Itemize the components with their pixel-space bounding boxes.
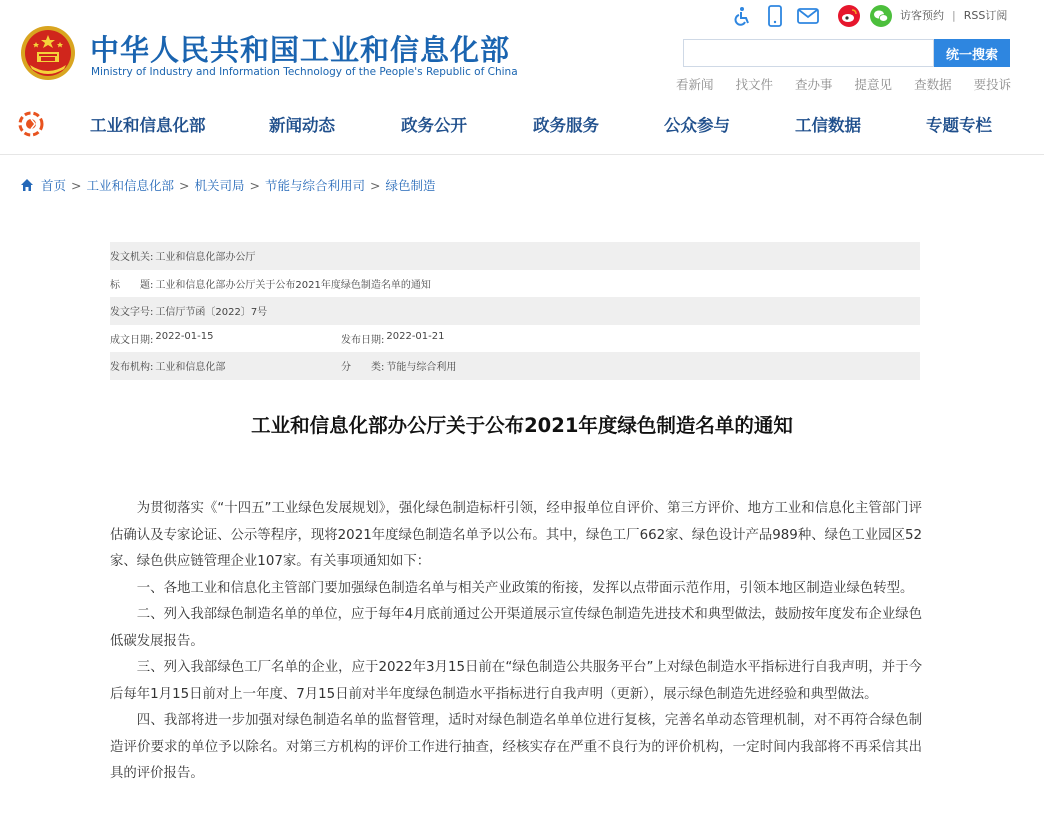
meta-cell-category (341, 358, 456, 373)
site-subtitle: Ministry of Industry and Information Technology of the People's Republic of China (91, 66, 518, 78)
quick-link-files[interactable]: 找文件 (735, 77, 774, 92)
quick-link-news[interactable]: 看新闻 (676, 77, 714, 92)
nav-item-miit[interactable]: 工业和信息化部 (90, 116, 206, 135)
nav-item-participation[interactable]: 公众参与 (664, 116, 730, 135)
article-paragraph: 二、列入我部绿色制造名单的单位，应于每年4月底前通过公开渠道展示宣传绿色制造先进技术和典型做法，鼓励按年度发布企业绿色低碳发展报告。 (110, 607, 922, 649)
nav-item-topics[interactable]: 专题专栏 (926, 116, 992, 135)
meta-org-value: 工业和信息化部 (155, 362, 226, 374)
meta-issuer-value: 工业和信息化部办公厅 (155, 252, 256, 264)
miit-logo-icon[interactable] (17, 110, 45, 138)
quick-link-data[interactable]: 查数据 (914, 77, 952, 92)
visitor-appointment-link[interactable]: 访客预约 (900, 9, 944, 22)
weibo-icon[interactable] (837, 4, 861, 28)
top-links (900, 7, 1007, 23)
meta-category-value: 节能与综合利用 (386, 362, 457, 374)
article-title: 工业和信息化部办公厅关于公布2021年度绿色制造名单的通知 (251, 414, 793, 437)
article-paragraph: 一、各地工业和信息化主管部门要加强绿色制造名单与相关产业政策的衔接，发挥以点带面示范作用，引领本地区制造业绿色转型。 (136, 580, 914, 596)
article-body (110, 496, 922, 788)
mobile-icon[interactable] (763, 4, 787, 28)
rss-link[interactable]: RSS订阅 (963, 9, 1008, 22)
meta-row-dates (110, 325, 920, 353)
wechat-icon[interactable] (869, 4, 893, 28)
top-icon-bar (731, 4, 903, 28)
meta-cell-org (110, 358, 341, 373)
breadcrumb-green-manufacturing[interactable]: 绿色制造 (385, 178, 436, 193)
meta-row-org (110, 352, 920, 380)
article-paragraph: 为贯彻落实《“十四五”工业绿色发展规划》，强化绿色制造标杆引领，经申报单位自评价、第三方评价、地方工业和信息化主管部门评估确认及专家论证、公示等程序，现将2021年度绿色制造名单予以公布。其中，绿色工厂662家、绿色设计产品989种、绿色工业园区52家、绿色供应链管理企业107家。有关事项通知如下： (110, 501, 922, 569)
document-meta-table (110, 242, 920, 380)
meta-label: 成文日期: (110, 334, 154, 346)
nav-item-news[interactable]: 新闻动态 (269, 116, 335, 135)
breadcrumb-departments[interactable]: 机关司局 (194, 178, 245, 193)
quick-link-services[interactable]: 查办事 (795, 77, 833, 92)
meta-row-docno (110, 297, 920, 325)
nav-item-gov-services[interactable]: 政务服务 (533, 116, 599, 135)
mail-icon[interactable] (795, 4, 821, 28)
breadcrumb (20, 176, 436, 194)
nav-item-data[interactable]: 工信数据 (795, 116, 861, 135)
meta-label: 标 题: (110, 279, 154, 291)
meta-docno-value: 工信厅节函〔2022〕7号 (155, 307, 268, 319)
meta-label: 发布日期: (341, 334, 385, 346)
meta-label: 发文机关: (110, 252, 154, 264)
quick-link-complaint[interactable]: 要投诉 (973, 77, 1012, 92)
breadcrumb-separator: > (71, 177, 82, 193)
site-title[interactable]: 中华人民共和国工业和信息化部 (90, 33, 511, 67)
meta-row-title (110, 270, 920, 298)
breadcrumb-separator: > (179, 177, 190, 193)
breadcrumb-miit[interactable]: 工业和信息化部 (86, 178, 175, 193)
article-paragraph: 三、列入我部绿色工厂名单的企业，应于2022年3月15日前在“绿色制造公共服务平台”上对绿色制造水平指标进行自我声明，并于今后每年1月15日前对上一年度、7月15日前对半年度绿色制造水平指标进行自我声明（更新），展示绿色制造先进经验和典型做法。 (110, 660, 922, 702)
breadcrumb-home[interactable]: 首页 (41, 178, 67, 193)
meta-label: 发文字号: (110, 307, 154, 319)
top-link-separator: | (952, 9, 956, 22)
meta-label: 分 类: (341, 362, 385, 374)
quick-links (676, 75, 1011, 93)
breadcrumb-separator: > (370, 177, 381, 193)
quick-link-feedback[interactable]: 提意见 (854, 77, 893, 92)
main-nav (0, 104, 1044, 144)
article-paragraph: 四、我部将进一步加强对绿色制造名单的监督管理，适时对绿色制造名单单位进行复核，完善名单动态管理机制，对不再符合绿色制造评价要求的单位予以除名。对第三方机构的评价工作进行抽查，经核实存在严重不良行为的评价机构，一定时间内我部将不再采信其出具的评价报告。 (110, 713, 922, 781)
search-button[interactable]: 统一搜索 (934, 39, 1010, 67)
meta-cell-published (341, 331, 445, 346)
meta-cell-created (110, 331, 341, 346)
search-input[interactable] (683, 39, 934, 67)
site-header (0, 0, 1044, 155)
breadcrumb-energy-dept[interactable]: 节能与综合利用司 (265, 178, 366, 193)
meta-title-value: 工业和信息化部办公厅关于公布2021年度绿色制造名单的通知 (155, 279, 431, 291)
meta-label: 发布机构: (110, 362, 154, 374)
nav-item-gov-affairs[interactable]: 政务公开 (401, 116, 467, 135)
accessibility-icon[interactable] (731, 4, 755, 28)
meta-published-value: 2022-01-21 (386, 330, 445, 342)
breadcrumb-separator: > (249, 177, 260, 193)
meta-row-issuer (110, 242, 920, 270)
meta-created-value: 2022-01-15 (155, 330, 214, 342)
national-emblem-icon[interactable] (20, 25, 76, 81)
home-icon[interactable] (20, 178, 34, 192)
